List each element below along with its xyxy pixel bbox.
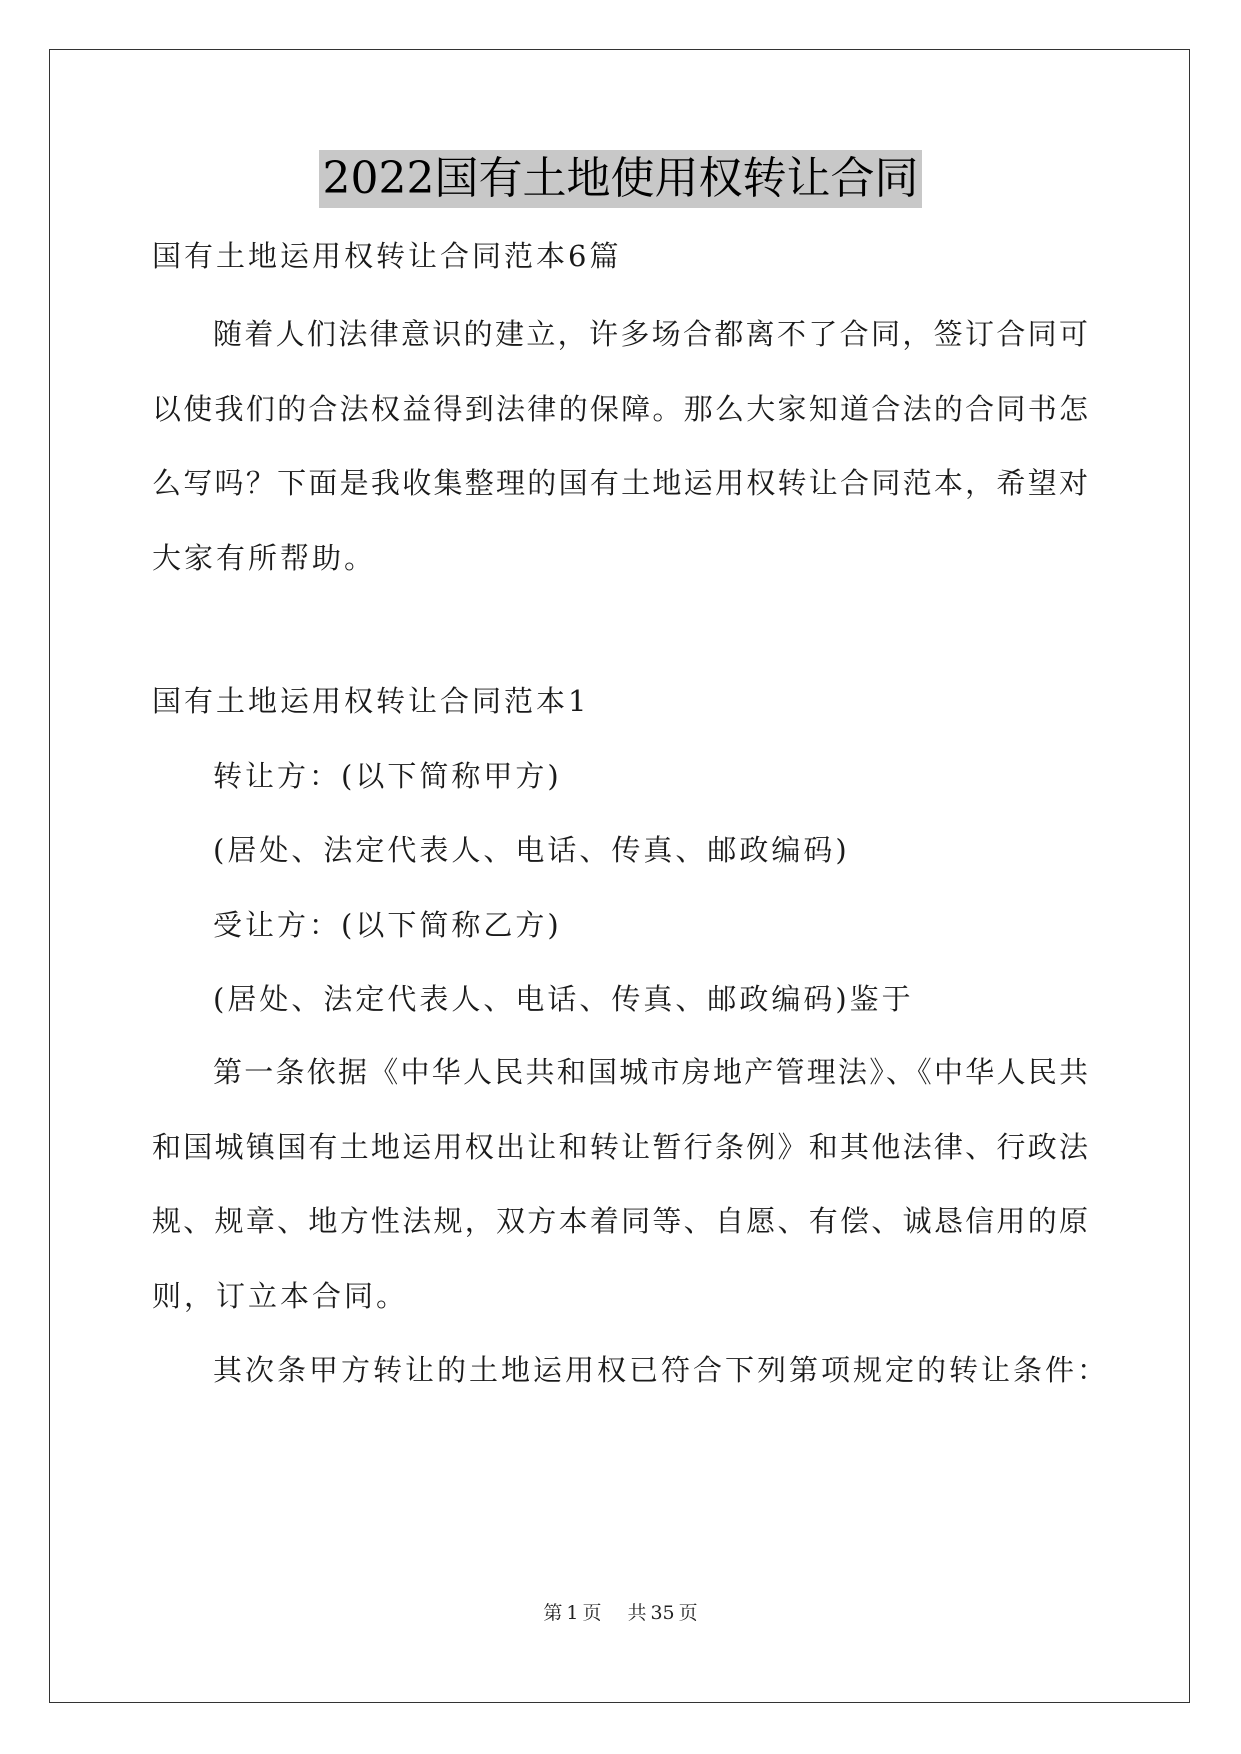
paragraph-line: 转让方：(以下简称甲方): [213, 759, 562, 793]
paragraph-line: 受让方：(以下简称乙方): [213, 908, 562, 942]
subtitle-line: 国有土地运用权转让合同范本6篇: [152, 239, 622, 273]
page-number: 1: [566, 1602, 579, 1624]
document-title: 2022国有土地使用权转让合同: [319, 150, 923, 208]
paragraph-line: (居处、法定代表人、电话、传真、邮政编码): [213, 833, 850, 867]
paragraph-line: 第一条依据《中华人民共和国城市房地产管理法》、《中华人民共: [213, 1055, 1088, 1089]
paragraph-line: 规、规章、地方性法规，双方本着同等、自愿、有偿、诚恳信用的原: [152, 1204, 1088, 1238]
paragraph-line: 则，订立本合同。: [152, 1279, 409, 1313]
section-heading: 国有土地运用权转让合同范本1: [152, 684, 590, 718]
paragraph-line: 和国城镇国有土地运用权出让和转让暂行条例》和其他法律、行政法: [152, 1130, 1088, 1164]
paragraph-line: 随着人们法律意识的建立，许多场合都离不了合同，签订合同可: [213, 317, 1088, 351]
paragraph-line: (居处、法定代表人、电话、传真、邮政编码)鉴于: [213, 982, 914, 1016]
total-suffix: 页: [678, 1602, 698, 1624]
title-container: [0, 150, 1241, 208]
paragraph-line: 大家有所帮助。: [152, 541, 377, 575]
paragraph-line: 以使我们的合法权益得到法律的保障。那么大家知道合法的合同书怎: [152, 392, 1088, 426]
total-pages: 35: [650, 1602, 675, 1624]
paragraph-line: 其次条甲方转让的土地运用权已符合下列第项规定的转让条件：: [213, 1353, 1110, 1387]
page-suffix: 页: [582, 1602, 602, 1624]
page-prefix: 第: [543, 1602, 563, 1624]
page-border: [49, 49, 1190, 1703]
page-footer: [0, 1600, 1241, 1626]
total-prefix: 共: [627, 1602, 647, 1624]
paragraph-line: 么写吗？下面是我收集整理的国有土地运用权转让合同范本，希望对: [152, 466, 1088, 500]
